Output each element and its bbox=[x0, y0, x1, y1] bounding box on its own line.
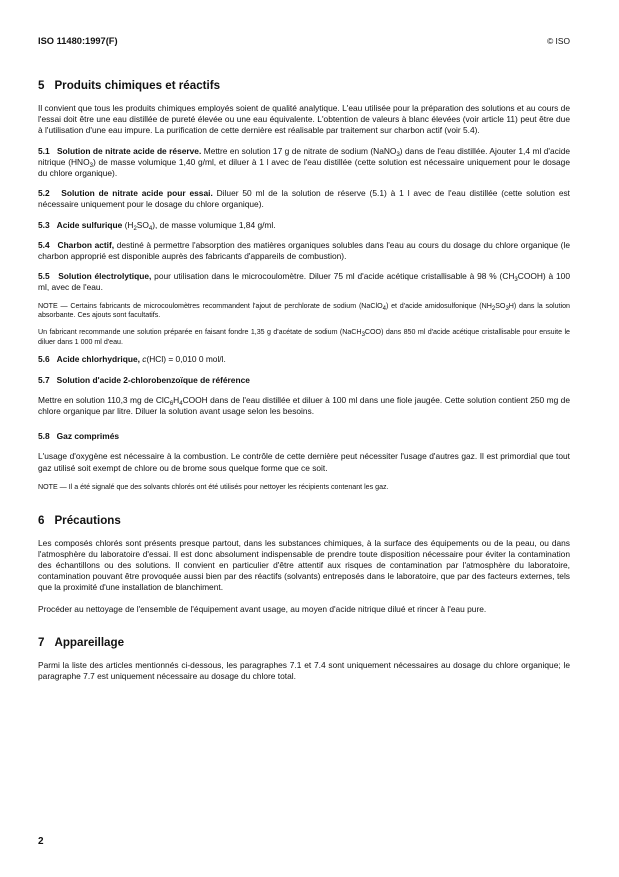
note-5-5: NOTE — Certains fabricants de microcoulomètres recommandent l'ajout de perchlorate de sodium (NaClO$_4$) et d'acide amidosulfonique $(NH_2SO_3H)$ dans la solution absorbante. Ces ajouts sont facultatifs. bbox=[38, 301, 570, 320]
heading-5-8: 5.8 Gaz comprimés bbox=[38, 431, 120, 442]
page-number: 2 bbox=[38, 836, 44, 847]
heading-5-7: 5.7 Solution d'acide 2-chlorobenzoïque de référence bbox=[38, 374, 250, 385]
para-5-8: L'usage d'oxygène est nécessaire à la combustion. Le contrôle de cette dernière peut nécessiter l'usage d'autres gaz. Il est primordial que tout gaz utilisé soit exempt de chlore ou de brome sous quelque forme que ce soit. bbox=[38, 451, 570, 473]
para-5-3: 5.3 Acide sulfurique $(H_2SO_4)$, de masse volumique 1,84 g/ml. bbox=[38, 219, 276, 232]
section-5-intro: Il convient que tous les produits chimiques employés soient de qualité analytique. L'eau utilisée pour la préparation des solutions et au cours de l'essai doit être une eau distillée de pureté élevée ou une eau équivalente. L'obtention de valeurs à blanc élevées (voir article 11) peut être due à l'utilisation d'une eau impure. La purification de cette dernière est réalisable par traitement sur charbon actif (voir 5.4). bbox=[38, 103, 570, 136]
para-5-7: Mettre en solution 110,3 mg de $ClC_6H_4COOH$ dans de l'eau distillée et diluer à 100 ml dans une fiole jaugée. Cette solution contient 250 mg de chlore organique par litre. Diluer la solution avant usage selon les besoins. bbox=[38, 394, 571, 417]
section-7-para-1: Parmi la liste des articles mentionnés ci-dessous, les paragraphes 7.1 et 7.4 sont uniquement nécessaires au dosage du chlore organique; le paragraphe 7.7 est uniquement nécessaire au dosage du chlore total. bbox=[38, 659, 570, 681]
section-6-heading: 6 Précautions bbox=[38, 513, 121, 527]
section-6-para-2: Procéder au nettoyage de l'ensemble de l'équipement avant usage, au moyen d'acide nitrique dilué et rincer à l'eau pure. bbox=[38, 603, 487, 614]
copyright: © ISO bbox=[547, 36, 570, 46]
para-5-5: 5.5 Solution électrolytique, pour utilisation dans le microcoulomètre. Diluer 75 ml d'acide acétique cristallisable à 98 % $(CH_3COOH)$ à 100 ml, avec de l'eau. bbox=[38, 271, 570, 293]
page bbox=[38, 36, 570, 682]
para-5-2: 5.2 Solution de nitrate acide pour essai. Diluer 50 ml de la solution de réserve (5.1) à 1 l avec de l'eau distillée (cette solution est nécessaire uniquement pour le dosage du chlore organique). bbox=[38, 188, 570, 210]
para-5-6: 5.6 Acide chlorhydrique, c(HCl) = 0,010 0 mol/l. bbox=[38, 354, 226, 365]
note-5-5-b: Un fabricant recommande une solution préparée en faisant fondre 1,35 g d'acétate de sodium (NaCH$_3$COO) dans 850 ml d'acide acétique cristallisable pour ensuite le diluer dans 1 000 ml d'eau. bbox=[38, 328, 570, 346]
page-header bbox=[38, 36, 570, 50]
standard-id: ISO 11480:1997(F) bbox=[38, 36, 118, 46]
para-5-1: 5.1 Solution de nitrate acide de réserve. Mettre en solution 17 g de nitrate de sodium (NaNO$_3$) dans de l'eau distillée. Ajouter 1,4 ml d'acide nitrique $(HNO_3)$ de masse volumique 1,40 g/ml, et diluer à 1 l avec de l'eau distillée (cette solution est nécessaire uniquement pour le dosage du chlore organique). bbox=[38, 145, 571, 179]
section-6-para-1: Les composés chlorés sont présents presque partout, dans les substances chimiques, à la surface des équipements ou de la peau, ou dans l'atmosphère du laboratoire d'essai. Il est donc absolument indispensable de prendre toute disposition nécessaire pour éviter la contamination des échantillons ou des solutions. Il convient en particulier d'être attentif aux risques de contamination par l'atmosphère du laboratoire, contamination pouvant être provoquée aussi bien par des réactifs (solvants) entreposés dans le laboratoire, que par des facteurs externes, tels que la proximité d'une installation de blanchiment. bbox=[38, 537, 570, 593]
para-5-4: 5.4 Charbon actif, destiné à permettre l'absorption des matières organiques solubles dans l'eau au cours du dosage du chlore organique (le charbon approprié est disponible auprès des fabricants d'appareils de combustion). bbox=[38, 239, 570, 262]
section-7-heading: 7 Appareillage bbox=[38, 635, 125, 649]
section-5-heading: 5 Produits chimiques et réactifs bbox=[38, 79, 221, 92]
note-5-8: NOTE — Il a été signalé que des solvants chlorés ont été utilisés pour nettoyer les récipients contenant les gaz. bbox=[38, 482, 389, 491]
